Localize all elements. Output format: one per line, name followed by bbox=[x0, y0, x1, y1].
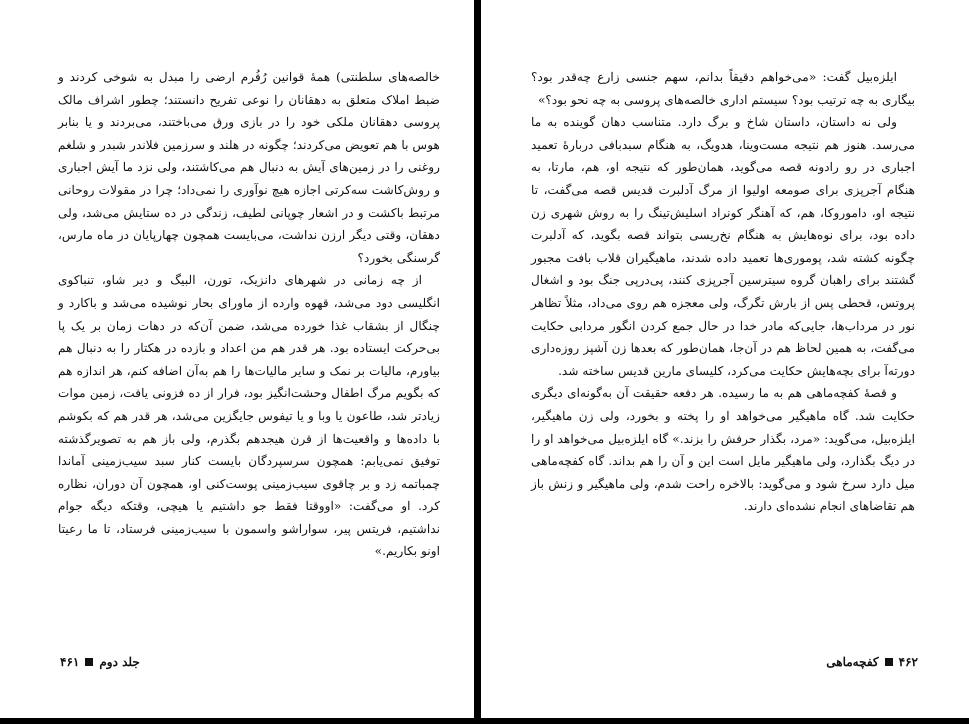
left-page bbox=[0, 0, 474, 718]
footer-square-icon bbox=[885, 658, 893, 666]
right-paragraph-1: ایلزه‌بیل گفت: «می‌خواهم دقیقاً بدانم، سهم جنسی زارع چه‌قدر بود؟ بیگاری به چه ترتیب بود؟ سیستم اداری خالصه‌های پروسی به چه نحو بود؟» bbox=[531, 70, 915, 107]
left-paragraph-1: خالصه‌های سلطنتی) همهٔ قوانین رُفُرم ارضی را مبدل به شوخی کردند و ضبط املاک متعلق به دهقانان را نوعی تفریح دانستند؛ چطور اشراف مالک پروسی دهقانان ملکی خود را در بازی ورق می‌باختند، می‌بردند و یا بنابر هوس با هم تعویض می‌کردند؛ چگونه در هلند و سرزمین فلاندر شبدر و شلغم روغنی را در زمین‌های آیش به دنبال هم می‌کاشتند، ولی نزد ما آیش اجباری و روش‌کاشت سه‌کرتی اجازه هیچ نوآوری را نمی‌داد؛ چرا در مقولات روحانی مرتبط با‌کشت و در اشعار چوپانی لطیف، زندگی در ده ستایش می‌شد، ولی دهقان، وقتی دیگر ارزن نداشت، می‌بایست همچون چهارپایان در ماه مارس، گرسنگی بخورد؟ bbox=[58, 70, 440, 265]
footer-square-icon bbox=[85, 658, 93, 666]
right-paragraph-2: ولی نه داستان، داستان شاخ و برگ دارد. متناسب دهان گوینده به ما می‌رسد. هنوز هم نتیجه مست‌وینا، هدویگ، به هنگام سبدبافی دربارهٔ تعمید اجباری در رو رادونه قصه می‌گوید، همان‌طور که نتیجه او، هم، مارتا، به هنگام آجرپزی برای صومعه اولیوا از مرگ آدلبرت قدیس قصه می‌گفت، تا نتیجه او، داموروکا، هم، که آهنگر کونراد اسلیش‌تینگ را به روش شهری زن داده بود، برای نوه‌هایش به هنگام نخ‌ریسی بتواند قصه بگوید، که آدلبرت چگونه کشته شد، پوموری‌ها تعمید داده شدند، ماهیگیران قلاب بافت مجبور گشتند برای راهبان گروه سیترسین آجرپزی کنند، پی‌درپی جنگ بود و اشغال پروتس، قحطی پس از بارش تگرگ، ولی معجزه هم روی می‌داد، مثلاً تظاهر نور در مرداب‌ها، جایی‌که مادر خدا در حال جمع کردن انگور مردابی حکایت می‌گفت، به همین لحاظ هم در آن‌جا، همان‌طور که بعدها زن آشپز روزه‌داری دورته‌آ برای بچه‌هایش حکایت می‌کرد، کلیسای مارین قدیس ساخته شد. bbox=[531, 115, 915, 378]
left-paragraph-2: از چه زمانی در شهرهای دانزیک، تورن، البیگ و دیر شاو، تنباکوی انگلیسی دود می‌شد، قهوه وارده از ماورای بحار نوشیده می‌شد و باکارد و چنگال از بشقاب غذا خورده می‌شد، ضمن آن‌که در دهات زمان بر یک پا بی‌حرکت ایستاده بود. هر قدر هم من اعداد و بازده در هکتار را به دنبال هم بیاورم، مالیات بر نمک و سایر مالیات‌ها را هم به‌آن اضافه کنم، هر اندازه هم که بگویم مرگ اطفال وحشت‌انگیز بود، فرار از ده فزونی یافت، زمین موات زیادتر شد، طاعون یا وبا و یا تیفوس جایگزین می‌شد، هر قدر هم که بکوشم با داده‌ها و واقعیت‌ها از قرن هیجدهم بگذرم، ولی باز هم به تصویرگذشته توفیق نمی‌یابم: همچون سرسپردگان بایست کنار سبد سیب‌زمینی آماندا چمباتمه زد و بر چاقوی سیب‌زمینی پوست‌کنی او، همچون آن دوران، نظاره کرد. او می‌گفت: «اووقتا فقط جو داشتیم یا هیچی، وقتکه دیگه جوام نداشتیم، فریتس پیر، سواراشو واسمون با سیب‌زمینی فرستاد، تا ما رعیتا اونو بکاریم.» bbox=[58, 273, 440, 559]
right-footer-label: کفچه‌ماهی bbox=[826, 655, 879, 669]
scan-bottom-edge bbox=[0, 718, 969, 724]
right-page-footer bbox=[826, 655, 918, 669]
left-page-number: ۴۶۱ bbox=[60, 655, 80, 669]
right-page-text bbox=[531, 66, 915, 518]
page-gutter bbox=[474, 0, 481, 724]
right-page-number: ۴۶۲ bbox=[898, 655, 918, 669]
left-page-text bbox=[58, 66, 440, 563]
right-paragraph-3: و قصهٔ کفچه‌ماهی هم به ما رسیده. هر دفعه حقیقت آن به‌گونه‌ای دیگری حکایت شد. گاه ماهیگیر می‌خواهد او را پخته و بخورد، ولی زن ماهیگیر، ایلزه‌بیل، می‌گوید: «مرد، بگذار حرفش را بزند.» گاه ایلزه‌بیل می‌خواهد او را در دیگ بگذارد، ولی ماهیگیر مایل است این و آن را هم بداند. گاه کفچه‌ماهی میل دارد سرخ شود و می‌گوید: بالاخره راحت شدم، ولی ماهیگیر و زنش باز هم تقاضاهای انجام نشده‌ای دارند. bbox=[531, 386, 915, 514]
left-page-footer bbox=[60, 655, 140, 669]
right-page bbox=[481, 0, 969, 718]
left-footer-label: جلد دوم bbox=[99, 655, 140, 669]
